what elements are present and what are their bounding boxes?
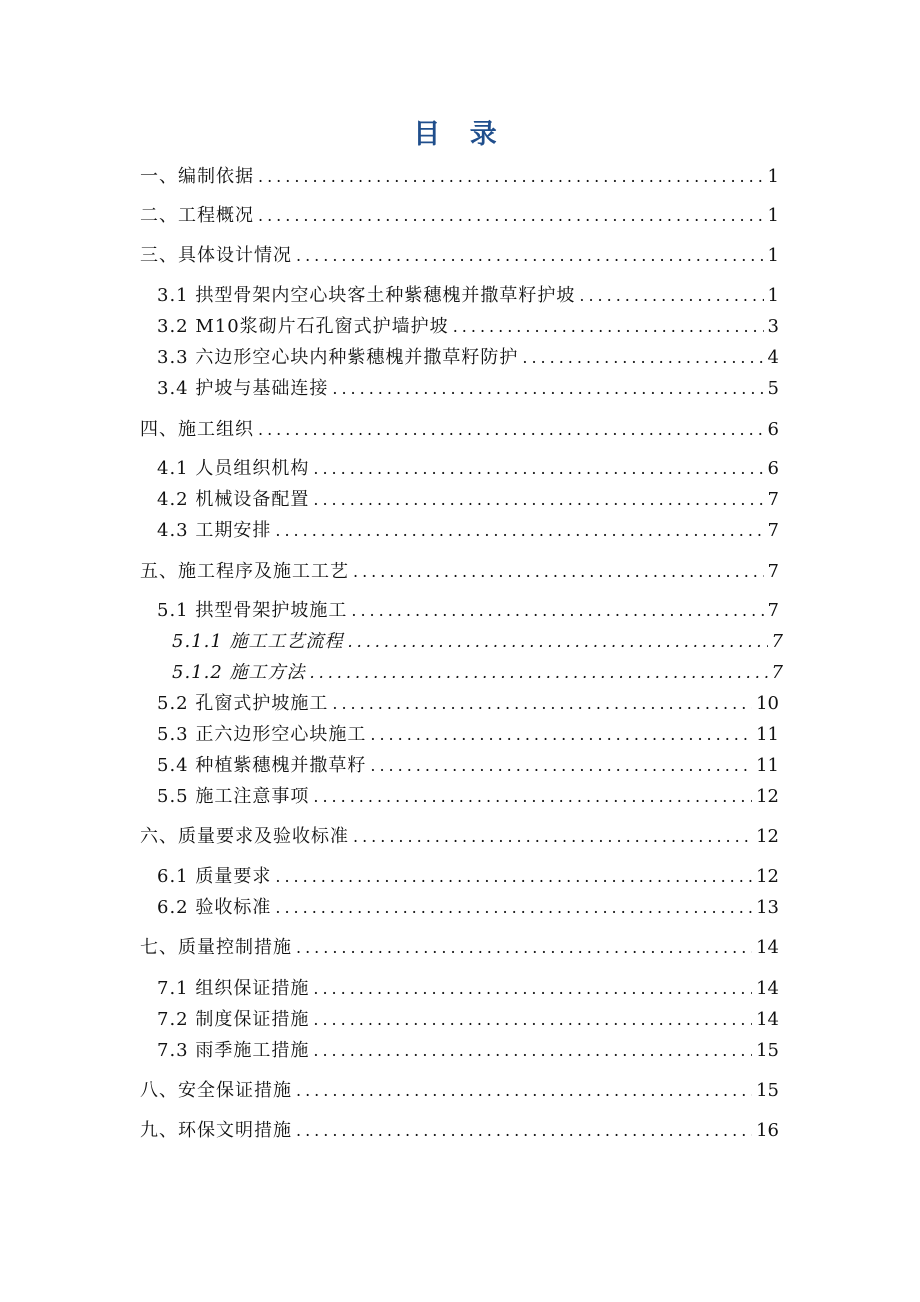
toc-dot-leader (453, 313, 764, 341)
toc-dot-leader (310, 659, 768, 687)
toc-entry-label: 5.1.1 施工工艺流程 (172, 631, 344, 652)
toc-entry-label: 八、安全保证措施 (140, 1080, 292, 1101)
toc-dot-leader (332, 375, 763, 403)
toc-entry[interactable] (140, 934, 779, 962)
toc-dot-leader (351, 597, 763, 625)
toc-entry-label: 7.3 雨季施工措施 (157, 1040, 310, 1061)
toc-page-number: 5 (767, 378, 779, 399)
toc-entry[interactable] (140, 163, 779, 191)
toc-entry[interactable] (157, 313, 779, 341)
toc-entry[interactable] (157, 894, 779, 922)
toc-entry-label: 一、编制依据 (140, 166, 254, 187)
toc-entry-label: 7.1 组织保证措施 (157, 978, 310, 999)
toc-entry-label: 九、环保文明措施 (140, 1120, 292, 1141)
toc-entry[interactable] (140, 558, 779, 586)
toc-dot-leader (258, 416, 764, 444)
toc-entry-label: 3.3 六边形空心块内种紫穗槐并撒草籽防护 (157, 347, 519, 368)
toc-dot-leader (313, 783, 752, 811)
toc-dot-leader (579, 282, 763, 310)
toc-entry[interactable] (140, 416, 779, 444)
toc-dot-leader (348, 628, 768, 656)
toc-dot-leader (258, 163, 764, 191)
toc-entry[interactable] (140, 823, 779, 851)
toc-entry[interactable] (157, 282, 779, 310)
toc-page-number: 1 (767, 166, 779, 187)
toc-entry[interactable] (157, 344, 779, 372)
toc-page-number: 11 (756, 755, 779, 776)
toc-entry-label: 七、质量控制措施 (140, 937, 292, 958)
toc-entry-label: 二、工程概况 (140, 205, 254, 226)
toc-page-number: 1 (767, 285, 779, 306)
toc-entry[interactable] (140, 1117, 779, 1145)
toc-page-number: 14 (756, 937, 779, 958)
toc-entry-label: 4.1 人员组织机构 (157, 458, 310, 479)
toc-entry[interactable] (172, 628, 783, 656)
toc-dot-leader (332, 690, 752, 718)
toc-entry-label: 3.1 拱型骨架内空心块客土种紫穗槐并撒草籽护坡 (157, 285, 576, 306)
toc-dot-leader (296, 934, 752, 962)
toc-page-number: 15 (756, 1040, 779, 1061)
toc-entry-label: 五、施工程序及施工工艺 (140, 561, 349, 582)
toc-entry[interactable] (157, 752, 779, 780)
toc-entry[interactable] (157, 783, 779, 811)
toc-entry-label: 5.1.2 施工方法 (172, 662, 306, 683)
toc-page-number: 14 (756, 1009, 779, 1030)
toc-page-number: 7 (771, 631, 783, 652)
toc-page-number: 1 (767, 205, 779, 226)
toc-entry[interactable] (157, 721, 779, 749)
toc-page-number: 11 (756, 724, 779, 745)
toc-page-number: 7 (767, 489, 779, 510)
toc-dot-leader (522, 344, 763, 372)
toc-entry[interactable] (140, 242, 779, 270)
toc-page-number: 13 (756, 897, 779, 918)
toc-entry[interactable] (157, 375, 779, 403)
toc-page-number: 14 (756, 978, 779, 999)
toc-page-number: 12 (756, 786, 779, 807)
toc-dot-leader (313, 1037, 752, 1065)
toc-page-number: 4 (767, 347, 779, 368)
toc-entry-label: 4.3 工期安排 (157, 520, 272, 541)
toc-page-number: 7 (767, 600, 779, 621)
toc-entry[interactable] (157, 863, 779, 891)
toc-entry[interactable] (157, 690, 779, 718)
toc-dot-leader (275, 863, 752, 891)
toc-dot-leader (370, 752, 752, 780)
toc-page-number: 10 (756, 693, 779, 714)
toc-dot-leader (296, 242, 764, 270)
toc-entry[interactable] (172, 659, 783, 687)
toc-page-number: 1 (767, 245, 779, 266)
toc-page-number: 7 (767, 561, 779, 582)
toc-dot-leader (296, 1117, 752, 1145)
toc-page-number: 16 (756, 1120, 779, 1141)
toc-entry[interactable] (140, 202, 779, 230)
toc-page-number: 12 (756, 826, 779, 847)
toc-dot-leader (353, 823, 752, 851)
toc-dot-leader (275, 517, 763, 545)
toc-dot-leader (313, 975, 752, 1003)
toc-dot-leader (313, 486, 763, 514)
toc-entry-label: 六、质量要求及验收标准 (140, 826, 349, 847)
toc-dot-leader (353, 558, 764, 586)
toc-entry-label: 5.3 正六边形空心块施工 (157, 724, 367, 745)
toc-page-number: 6 (767, 419, 779, 440)
toc-entry-label: 三、具体设计情况 (140, 245, 292, 266)
toc-entry[interactable] (157, 455, 779, 483)
toc-entry[interactable] (157, 975, 779, 1003)
toc-entry-label: 5.5 施工注意事项 (157, 786, 310, 807)
toc-entry-label: 5.1 拱型骨架护坡施工 (157, 600, 348, 621)
toc-entry[interactable] (157, 486, 779, 514)
toc-page-number: 3 (767, 316, 779, 337)
toc-dot-leader (370, 721, 752, 749)
toc-entry[interactable] (157, 1006, 779, 1034)
toc-dot-leader (313, 1006, 752, 1034)
toc-page-number: 7 (771, 662, 783, 683)
toc-entry-label: 7.2 制度保证措施 (157, 1009, 310, 1030)
toc-entry-label: 6.2 验收标准 (157, 897, 272, 918)
toc-page-number: 7 (767, 520, 779, 541)
toc-dot-leader (275, 894, 752, 922)
toc-entry-label: 5.2 孔窗式护坡施工 (157, 693, 329, 714)
toc-dot-leader (296, 1077, 752, 1105)
toc-page-number: 6 (767, 458, 779, 479)
toc-dot-leader (258, 202, 764, 230)
toc-entry-label: 6.1 质量要求 (157, 866, 272, 887)
toc-entry-label: 3.2 M10浆砌片石孔窗式护墙护坡 (157, 316, 449, 337)
toc-page-number: 15 (756, 1080, 779, 1101)
toc-entry-label: 4.2 机械设备配置 (157, 489, 310, 510)
toc-entry[interactable] (157, 517, 779, 545)
toc-page-number: 12 (756, 866, 779, 887)
toc-entry-label: 四、施工组织 (140, 419, 254, 440)
toc-entry-label: 3.4 护坡与基础连接 (157, 378, 329, 399)
toc-entry[interactable] (157, 597, 779, 625)
toc-entry[interactable] (157, 1037, 779, 1065)
toc-entry[interactable] (140, 1077, 779, 1105)
toc-dot-leader (313, 455, 763, 483)
toc-title: 目 录 (413, 119, 507, 150)
toc-entry-label: 5.4 种植紫穗槐并撒草籽 (157, 755, 367, 776)
